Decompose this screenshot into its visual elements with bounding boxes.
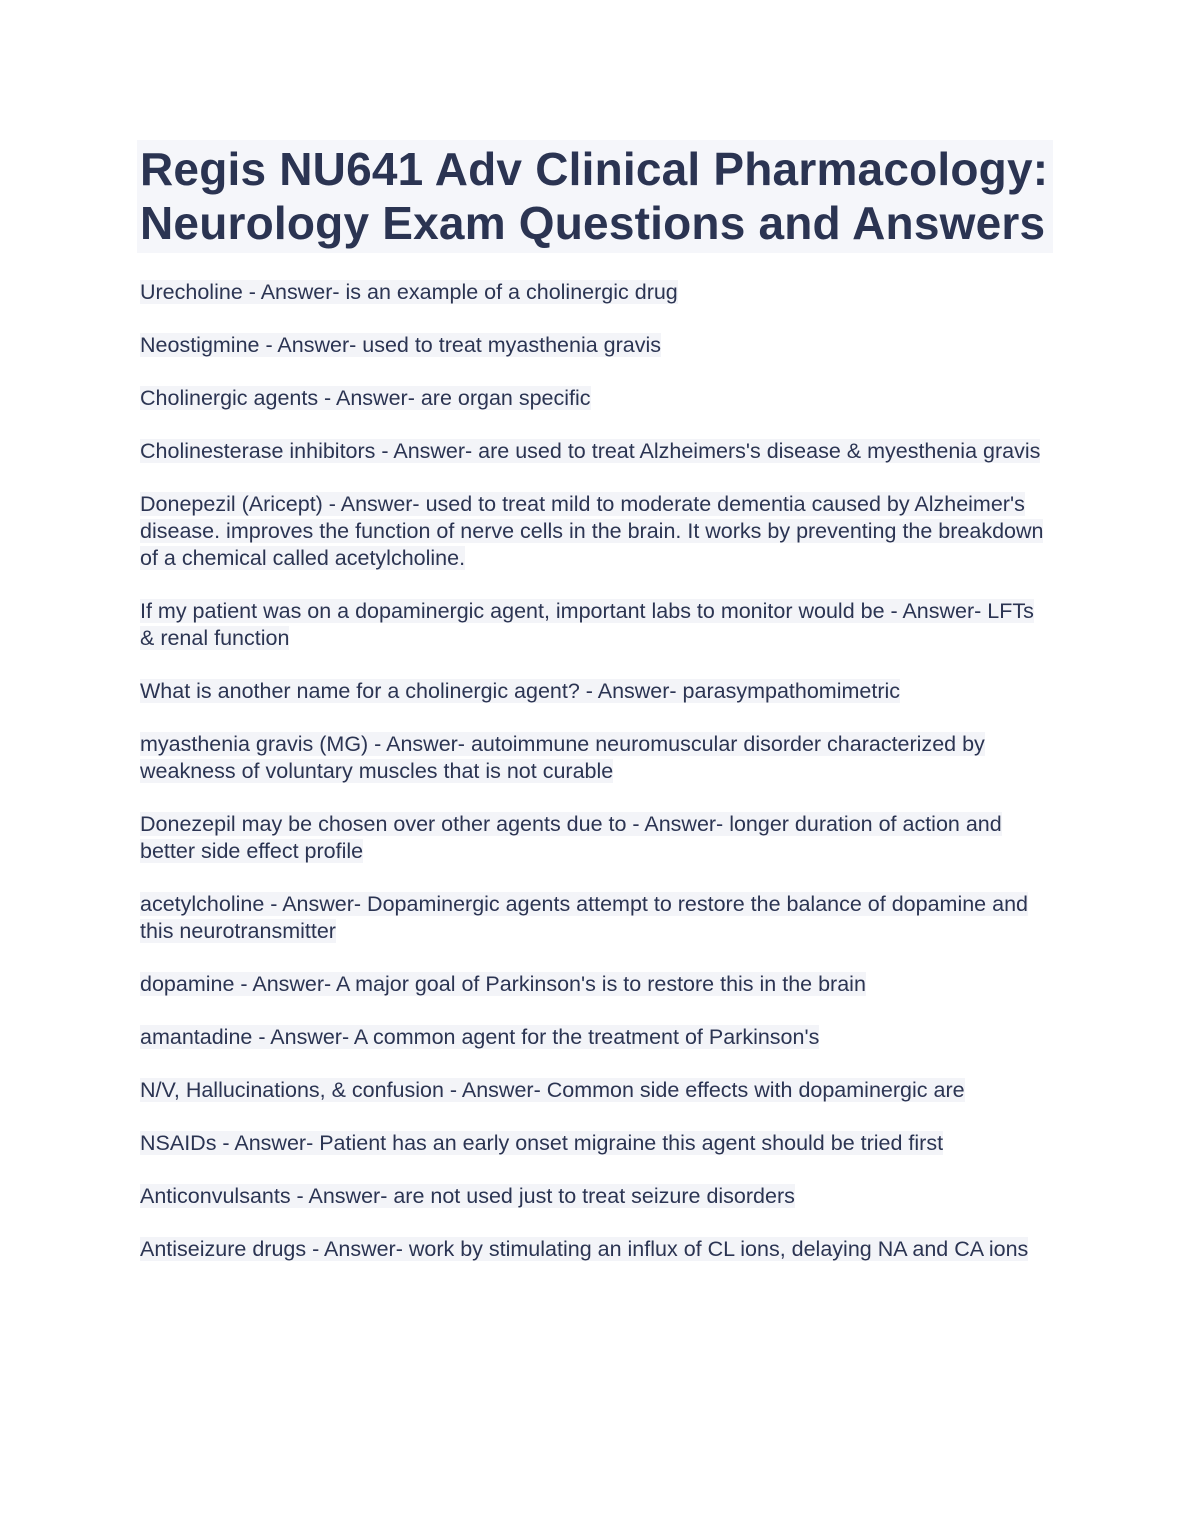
qa-text: Antiseizure drugs - Answer- work by stimulating an influx of CL ions, delaying NA and CA ions	[140, 1237, 1029, 1261]
title-block	[137, 140, 1053, 253]
qa-text: Cholinesterase inhibitors - Answer- are used to treat Alzheimers's disease & myesthenia gravis	[140, 439, 1041, 463]
qa-item	[137, 1236, 1053, 1263]
qa-text: N/V, Hallucinations, & confusion - Answer- Common side effects with dopaminergic are	[140, 1078, 965, 1102]
qa-item	[137, 731, 1053, 785]
qa-item	[137, 1024, 1053, 1051]
qa-text: If my patient was on a dopaminergic agent, important labs to monitor would be - Answer- LFTs & renal function	[140, 599, 1034, 650]
page-title: Regis NU641 Adv Clinical Pharmacology: Neurology Exam Questions and Answers	[140, 143, 1049, 249]
qa-text: Anticonvulsants - Answer- are not used just to treat seizure disorders	[140, 1184, 795, 1208]
qa-text: Cholinergic agents - Answer- are organ specific	[140, 386, 591, 410]
qa-item	[137, 1077, 1053, 1104]
qa-item	[137, 491, 1053, 572]
qa-item	[137, 811, 1053, 865]
qa-item	[137, 891, 1053, 945]
qa-item	[137, 598, 1053, 652]
qa-text: dopamine - Answer- A major goal of Parkinson's is to restore this in the brain	[140, 972, 866, 996]
qa-text: NSAIDs - Answer- Patient has an early onset migraine this agent should be tried first	[140, 1131, 944, 1155]
qa-item	[137, 332, 1053, 359]
qa-item	[137, 678, 1053, 705]
qa-item	[137, 1130, 1053, 1157]
qa-item	[137, 385, 1053, 412]
qa-item	[137, 438, 1053, 465]
qa-text: Neostigmine - Answer- used to treat myasthenia gravis	[140, 333, 662, 357]
qa-text: Donezepil may be chosen over other agents due to - Answer- longer duration of action and better side effect profile	[140, 812, 1002, 863]
qa-text: Urecholine - Answer- is an example of a cholinergic drug	[140, 280, 678, 304]
qa-list	[137, 279, 1053, 1263]
qa-item	[137, 971, 1053, 998]
qa-text: amantadine - Answer- A common agent for the treatment of Parkinson's	[140, 1025, 820, 1049]
qa-text: What is another name for a cholinergic agent? - Answer- parasympathomimetric	[140, 679, 901, 703]
qa-text: myasthenia gravis (MG) - Answer- autoimmune neuromuscular disorder characterized by weakness of voluntary muscles that is not curable	[140, 732, 985, 783]
qa-item	[137, 279, 1053, 306]
qa-item	[137, 1183, 1053, 1210]
document-page	[137, 140, 1053, 1289]
qa-text: acetylcholine - Answer- Dopaminergic agents attempt to restore the balance of dopamine and this neurotransmitter	[140, 892, 1028, 943]
qa-text: Donepezil (Aricept) - Answer- used to treat mild to moderate dementia caused by Alzheimer's disease. improves the function of nerve cells in the brain. It works by preventing the breakdown of a chemical called acetylcholine.	[140, 492, 1044, 570]
